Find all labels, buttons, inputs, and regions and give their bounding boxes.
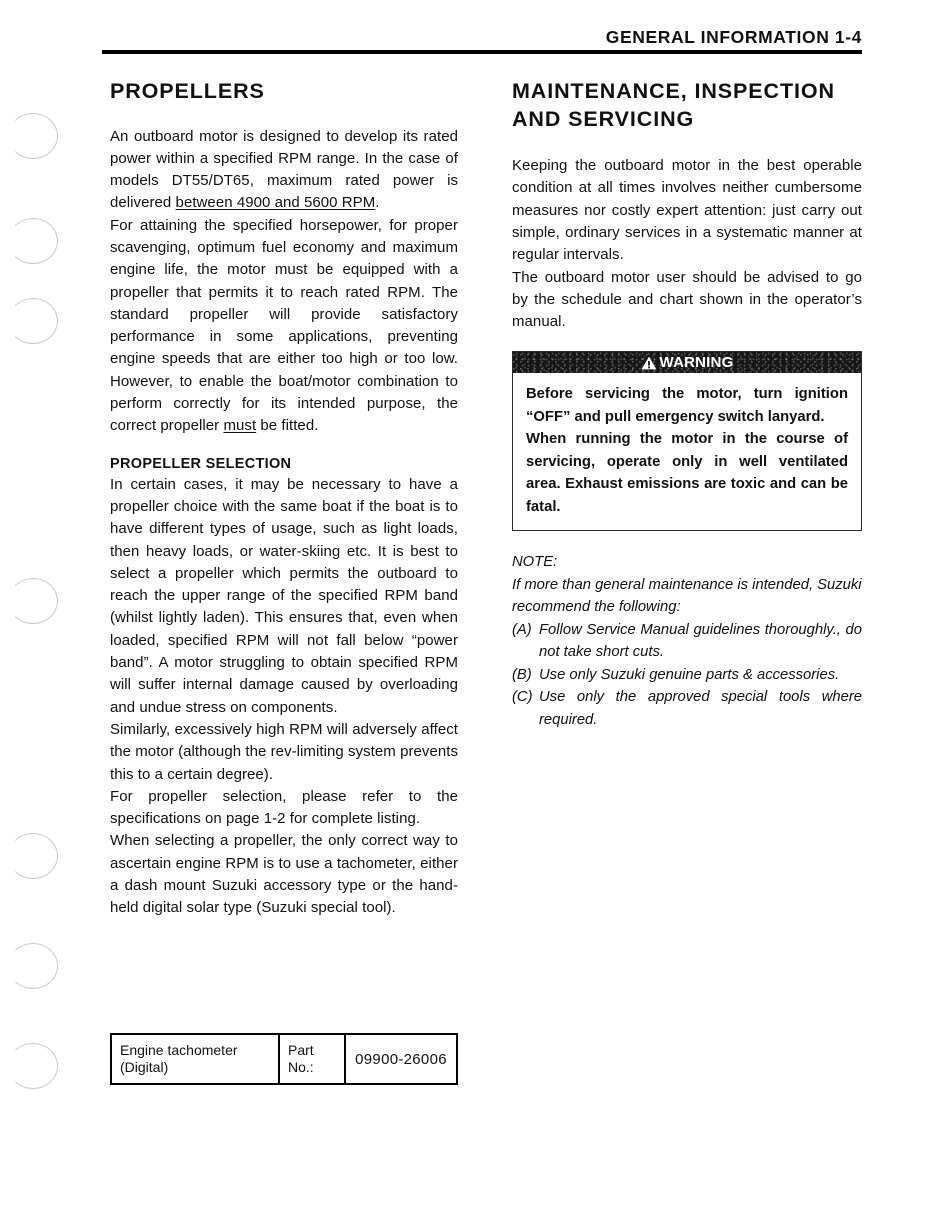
note-item-marker: (B) xyxy=(512,666,532,683)
page-header-title: GENERAL INFORMATION 1-4 xyxy=(605,27,862,47)
binder-hole xyxy=(8,298,58,344)
note-list-item xyxy=(512,664,862,687)
header-rule xyxy=(102,50,862,54)
warning-box xyxy=(512,351,862,531)
page-header xyxy=(102,28,862,54)
warning-body xyxy=(513,373,861,530)
table-cell-part-no-value: 09900-26006 xyxy=(344,1035,456,1083)
page-title-propellers: PROPELLERS xyxy=(110,79,265,103)
intro-text-after: . xyxy=(375,194,380,212)
note-lead-text: If more than general maintenance is intended, Suzuki recommend the following: xyxy=(512,576,862,616)
note-list-item xyxy=(512,619,862,664)
page-title-maintenance xyxy=(512,78,862,133)
paragraph-tachometer: When selecting a propeller, the only correct way to ascertain engine RPM is to use a tachometer, either a dash mount Suzuki accessory type or the hand-held digital solar type (Suzuki special tool). xyxy=(110,832,458,917)
note-item-text: Follow Service Manual guidelines thoroughly., do not take short cuts. xyxy=(539,621,862,661)
paragraph-attaining-horsepower xyxy=(110,215,458,438)
paragraph-intro xyxy=(110,126,458,215)
parts-table xyxy=(110,1033,458,1085)
left-column xyxy=(110,78,458,920)
intro-text-before: An outboard motor is designed to develop its rated power within a specified RPM range. In the case of models DT55/DT65, maximum rated power is delivered xyxy=(110,127,458,212)
subheading-propeller-selection: PROPELLER SELECTION xyxy=(110,455,292,472)
warning-paragraph-2: When running the motor in the course of servicing, operate only in well ventilated area. Exhaust emissions are toxic and can be fatal. xyxy=(526,431,848,515)
note-item-text: Use only the approved special tools where required. xyxy=(539,689,862,728)
binder-hole xyxy=(8,578,58,624)
paragraph-operators-manual: The outboard motor user should be advised to go by the schedule and chart shown in the operator’s manual. xyxy=(512,268,862,331)
note-item-text: Use only Suzuki genuine parts & accessories. xyxy=(539,666,840,683)
paragraph-propeller-choice: In certain cases, it may be necessary to have a propeller choice with the same boat if the boat is to have different types of usage, such as light loads, then heavy loads, or water-skiing etc. It is best to select a propeller which permits the outboard to reach the upper range of the specified RPM band (whilst lightly laden). This ensures that, even when loaded, specified RPM will not fall below “power band”. A motor struggling to obtain specified RPM will suffer internal damage caused by overloading and undue stress on components. xyxy=(110,475,458,716)
table-cell-tool-name xyxy=(112,1035,278,1083)
note-list-item xyxy=(512,686,862,731)
warning-band xyxy=(513,352,861,373)
table-cell-part-no-label: Part No.: xyxy=(278,1035,344,1083)
paragraph-keeping-motor: Keeping the outboard motor in the best operable condition at all times involves neither cumbersome measures nor costly expert attention: just carry out simple, ordinary services in a systematic manner at regular intervals. xyxy=(512,157,862,264)
note-item-marker: (A) xyxy=(512,621,532,638)
note-heading: NOTE: xyxy=(512,554,558,571)
paragraph-specifications-reference: For propeller selection, please refer to the specifications on page 1-2 for complete listing. xyxy=(110,787,458,828)
warning-label: WARNING xyxy=(659,354,734,372)
binder-hole xyxy=(8,218,58,264)
tool-name-line-1: Engine tachometer xyxy=(120,1042,238,1058)
note-list xyxy=(512,619,862,732)
note-item-marker: (C) xyxy=(512,689,533,706)
binder-hole xyxy=(8,1043,58,1089)
binder-hole xyxy=(8,833,58,879)
paragraph-2-underlined-must: must xyxy=(223,417,257,435)
binder-hole xyxy=(8,113,58,159)
binder-hole xyxy=(8,943,58,989)
paragraph-2-text-a: For attaining the specified horsepower, for proper scavenging, optimum fuel economy and maximum engine life, the motor must be equipped with a propeller that permits it to reach rated RPM. The standard propeller will provide satisfactory performance in some applications, preventing engine speeds that are either too high or too low. However, to enable the boat/motor combination to perform correctly for its intended purpose, the correct propeller xyxy=(110,216,458,435)
warning-triangle-icon xyxy=(641,356,657,370)
paragraph-2-text-b: be fitted. xyxy=(256,417,319,435)
intro-text-underlined: between 4900 and 5600 RPM xyxy=(175,194,376,212)
paragraph-high-rpm: Similarly, excessively high RPM will adversely affect the motor (although the rev-limiting system prevents this to a certain degree). xyxy=(110,720,458,783)
maintenance-title-line-1: MAINTENANCE, INSPECTION xyxy=(512,79,835,103)
warning-paragraph-1: Before servicing the motor, turn ignition “OFF” and pull emergency switch lanyard. xyxy=(526,386,848,425)
maintenance-title-line-2: AND SERVICING xyxy=(512,106,695,131)
note-block xyxy=(512,551,862,731)
tool-name-line-2: (Digital) xyxy=(120,1059,169,1075)
right-column xyxy=(512,78,862,731)
